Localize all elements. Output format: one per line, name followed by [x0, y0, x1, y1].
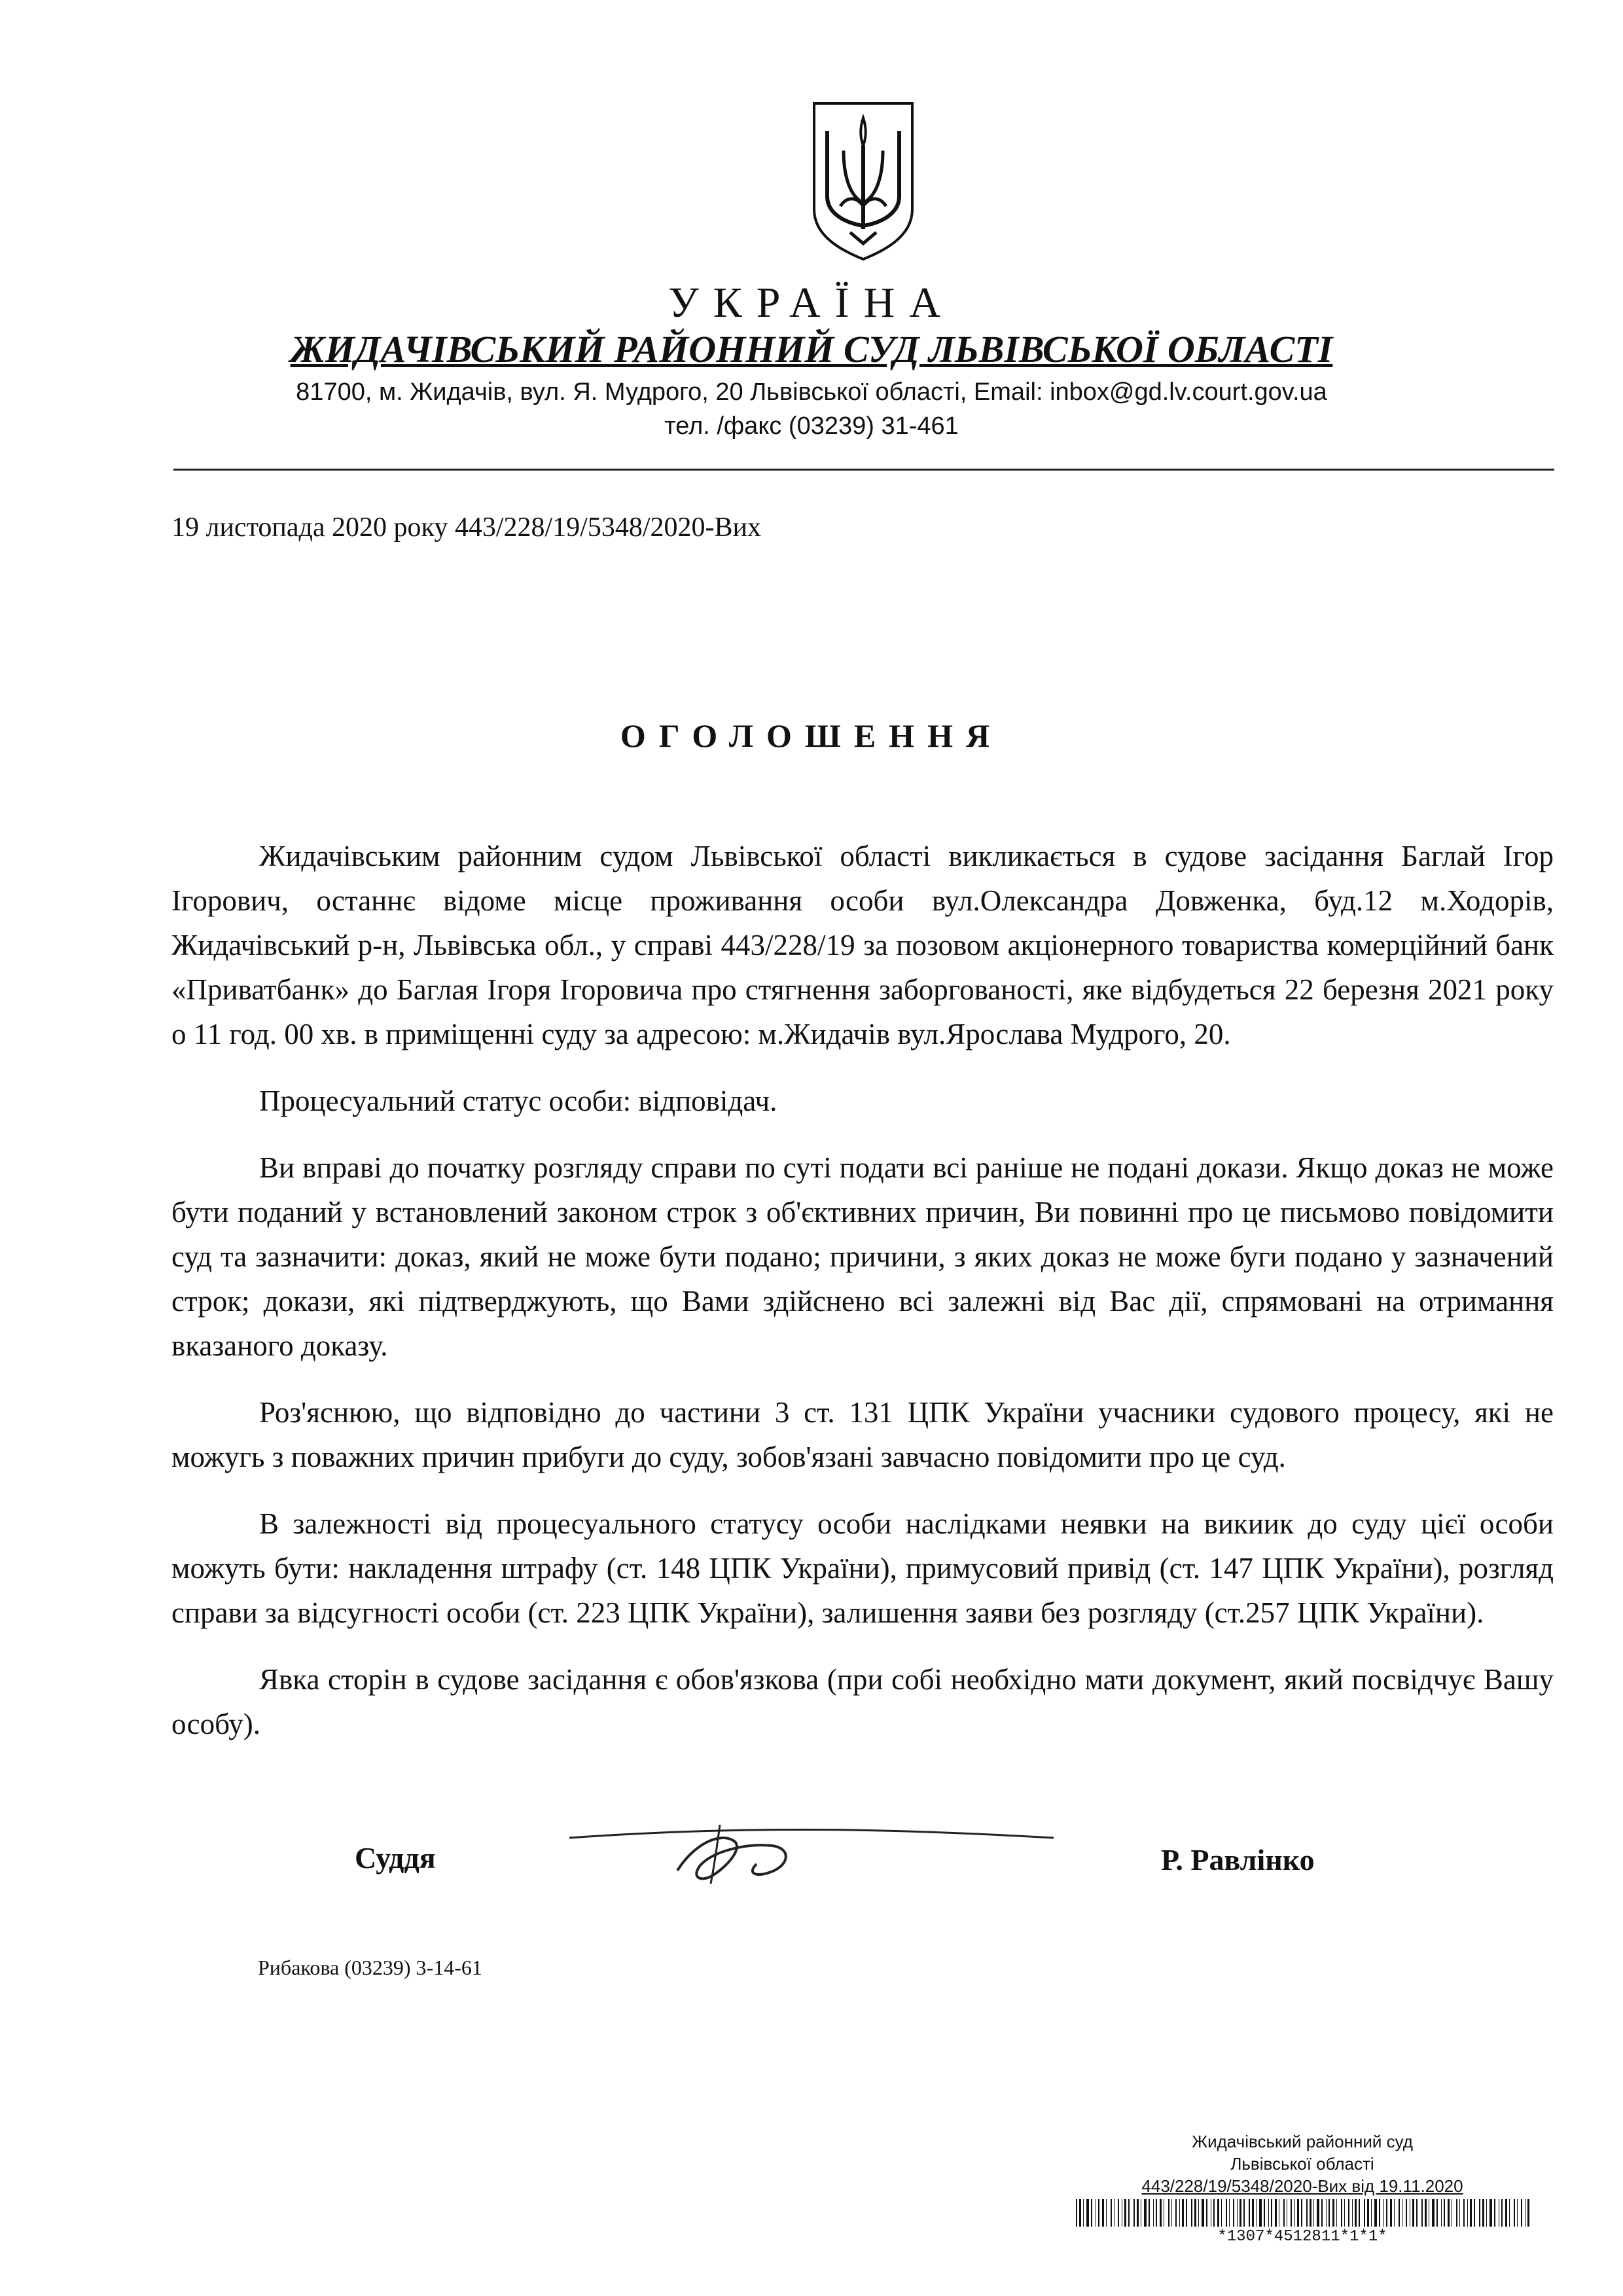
outgoing-reference: 19 листопада 2020 року 443/228/19/5348/2020-Вих: [171, 512, 761, 543]
registration-stamp: [1073, 2130, 1531, 2197]
stamp-region: Львівської області: [1230, 2154, 1374, 2174]
paragraph-consequences: В залежності від процесуального статусу особи наслідками неявки на викиик до суду цієї особи можуть бути: накладення штрафу (ст. 148 ЦПК України), примусовий привід (ст. 147 ЦПК України), розгляд справи за відсугності особи (ст. 223 ЦПК України), залишення заяви без розгляду (ст.257 ЦПК України).: [171, 1507, 1554, 1629]
handwritten-signature: [563, 1805, 1060, 1890]
court-address: 81700, м. Жидачів, вул. Я. Мудрого, 20 Львівської області, Email: inbox@gd.lv.court.gov.ua: [296, 378, 1327, 406]
stamp-court: Жидачівський районний суд: [1192, 2132, 1413, 2151]
paragraph-explanation: Роз'яснюю, що відповідно до частини 3 ст. 131 ЦПК України учасники судового процесу, які не можугь з поважних причин прибуги до суду, зобов'язані завчасно повідомити про це суд.: [171, 1396, 1554, 1473]
paragraph-evidence: Ви вправі до початку розгляду справи по суті подати всі раніше не подані докази. Якщо доказ не може бути поданий у встановлений законом строк з об'єктивних причин, Ви повинні про це письмово повідомити суд та зазначити: доказ, який не може бути подано; причини, з яких доказ не може буги подано у зазначений строк; докази, які підтверджують, що Вами здійснено всі залежні від Вас дії, спрямовані на отримання вказаного доказу.: [171, 1151, 1554, 1362]
executor-contact: Рибакова (03239) 3-14-61: [258, 1956, 482, 1979]
barcode: [1073, 2199, 1531, 2227]
stamp-number: 443/228/19/5348/2020-Вих від 19.11.2020: [1141, 2176, 1463, 2196]
trident-emblem-icon: [808, 98, 919, 262]
paragraph-attendance: Явка сторін в судове засідання є обов'язкова (при собі необхідно мати документ, який посвідчує Вашу особу).: [171, 1663, 1554, 1740]
barcode-caption: *1307*4512811*1*1*: [1217, 2228, 1387, 2246]
judge-name: Р. Равлінко: [1161, 1843, 1315, 1876]
judge-label: Суддя: [355, 1841, 436, 1874]
paragraph-summons: Жидачівським районним судом Львівської області викликається в судове засідання Баглай Ігор Ігорович, останнє відоме місце проживання особи вул.Олександра Довженка, буд.12 м.Ходорів, Жидачівський р-н, Львівська обл., у справі 443/228/19 за позовом акціонерного товариства комерційний банк «Приватбанк» до Баглая Ігоря Ігоровича про стягнення заборгованості, яке відбудеться 22 березня 2021 року о 11 год. 00 хв. в приміщенні суду за адресою: м.Жидачів вул.Ярослава Мудрого, 20.: [171, 840, 1554, 1050]
court-name: ЖИДАЧІВСЬКИЙ РАЙОННИЙ СУД ЛЬВІВСЬКОЇ ОБЛАСТІ: [290, 328, 1333, 370]
header-divider: [173, 469, 1554, 471]
court-phone: тел. /факс (03239) 31-461: [664, 412, 959, 440]
paragraph-status: Процесуальний статус особи: відповідач.: [259, 1085, 777, 1117]
announcement-body: [171, 834, 1554, 1768]
document-title: ОГОЛОШЕННЯ: [620, 717, 1003, 754]
country-title: УКРАЇНА: [668, 279, 955, 327]
